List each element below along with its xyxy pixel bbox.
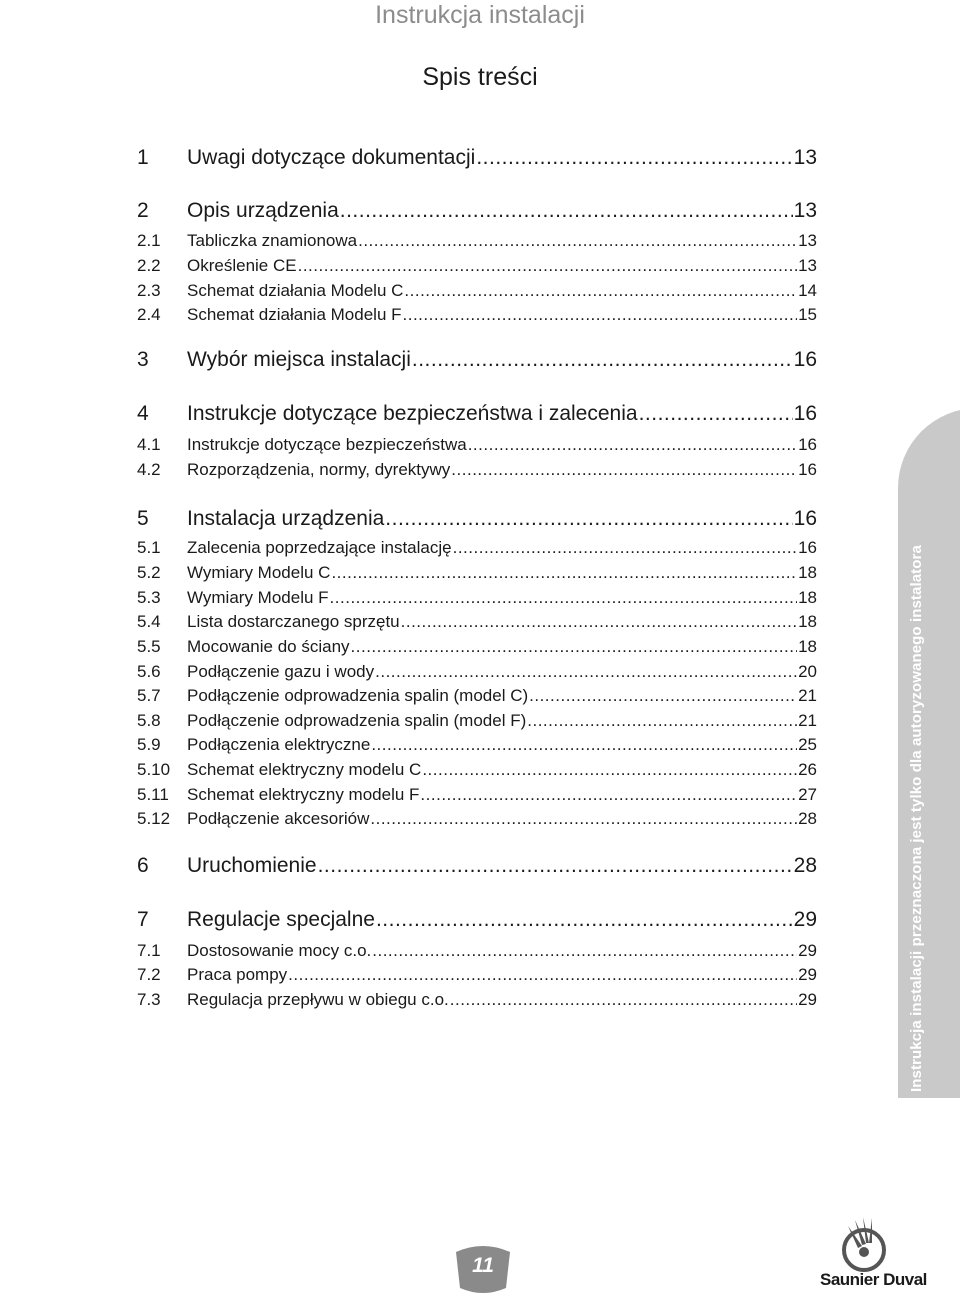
toc-entry-page: 13: [798, 231, 817, 250]
toc-entry[interactable]: [137, 537, 817, 559]
toc-leader-dots: [330, 587, 798, 609]
toc-entry-title: Instrukcje dotyczące bezpieczeństwa: [187, 435, 467, 454]
toc-entry-title: Schemat elektryczny modelu C: [187, 760, 422, 779]
toc-entry[interactable]: [137, 661, 817, 683]
toc-title: Spis treści: [422, 63, 538, 91]
toc-leader-dots: [318, 852, 793, 880]
toc-entry-number: 5.2: [137, 563, 161, 582]
toc-entry-number: 5.8: [137, 711, 161, 730]
toc-entry-page: 13: [793, 199, 817, 222]
toc-entry-number: 6: [137, 854, 149, 877]
toc-entry-title: Wymiary Modelu C: [187, 563, 331, 582]
toc-leader-dots: [340, 197, 793, 225]
toc-entry[interactable]: [137, 230, 817, 252]
toc-entry[interactable]: [137, 734, 817, 756]
toc-leader-dots: [385, 505, 792, 533]
toc-entry-title: Podłączenia elektryczne: [187, 735, 371, 754]
toc-entry-page: 16: [793, 507, 817, 530]
toc-entry-page: 28: [793, 854, 817, 877]
toc-entry-number: 3: [137, 348, 149, 371]
toc-entry-title: Wymiary Modelu F: [187, 588, 329, 607]
toc-entry-page: 18: [798, 588, 817, 607]
toc-entry-page: 13: [798, 256, 817, 275]
toc-entry-page: 18: [798, 563, 817, 582]
toc-entry-page: 16: [798, 460, 817, 479]
side-tab-text: Instrukcja instalacji przeznaczona jest tylko dla autoryzowanego instalatora: [908, 545, 925, 1092]
toc-entry[interactable]: [137, 197, 817, 225]
toc-leader-dots: [412, 346, 793, 374]
toc-entry-number: 7: [137, 908, 149, 931]
toc-entry[interactable]: [137, 852, 817, 880]
toc-entry[interactable]: [137, 685, 817, 707]
toc-entry-title: Podłączenie odprowadzenia spalin (model C): [187, 686, 529, 705]
toc-entry[interactable]: [137, 964, 817, 986]
toc-entry[interactable]: [137, 611, 817, 633]
toc-entry-page: 25: [798, 735, 817, 754]
document-header-title: Instrukcja instalacji: [375, 1, 585, 29]
toc-leader-dots: [639, 400, 793, 428]
toc-entry[interactable]: [137, 505, 817, 533]
toc-leader-dots: [371, 734, 797, 756]
toc-entry[interactable]: [137, 636, 817, 658]
toc-entry-number: 4.2: [137, 460, 161, 479]
page-number: 11: [472, 1254, 494, 1277]
toc-leader-dots: [404, 280, 797, 302]
toc-entry-number: 4.1: [137, 435, 161, 454]
brand-logo-icon: [828, 1212, 898, 1272]
toc-entry-title: Regulacja przepływu w obiegu c.o.: [187, 990, 449, 1009]
toc-entry-number: 2.4: [137, 305, 161, 324]
toc-entry-title: Określenie CE: [187, 256, 297, 275]
toc-leader-dots: [401, 611, 797, 633]
toc-leader-dots: [372, 940, 797, 962]
toc-entry-number: 5.5: [137, 637, 161, 656]
toc-leader-dots: [422, 759, 797, 781]
toc-leader-dots: [527, 710, 797, 732]
toc-entry[interactable]: [137, 346, 817, 374]
toc-entry-number: 5.3: [137, 588, 161, 607]
toc-entry[interactable]: [137, 784, 817, 806]
toc-entry-page: 18: [798, 637, 817, 656]
toc-entry-title: Schemat elektryczny modelu F: [187, 785, 420, 804]
toc-entry[interactable]: [137, 759, 817, 781]
toc-entry[interactable]: [137, 459, 817, 481]
toc-entry[interactable]: [137, 280, 817, 302]
toc-leader-dots: [420, 784, 797, 806]
toc-entry[interactable]: [137, 255, 817, 277]
toc-entry[interactable]: [137, 989, 817, 1011]
toc-entry-page: 29: [798, 941, 817, 960]
toc-leader-dots: [358, 230, 797, 252]
toc-entry[interactable]: [137, 562, 817, 584]
toc-entry-title: Podłączenie odprowadzenia spalin (model F): [187, 711, 527, 730]
toc-entry-title: Dostosowanie mocy c.o.: [187, 941, 372, 960]
toc-leader-dots: [451, 459, 797, 481]
toc-entry-title: Mocowanie do ściany: [187, 637, 350, 656]
toc-entry[interactable]: [137, 434, 817, 456]
toc-entry-number: 5: [137, 507, 149, 530]
toc-entry-title: Opis urządzenia: [187, 199, 339, 222]
toc-entry-page: 15: [798, 305, 817, 324]
toc-entry-number: 5.7: [137, 686, 161, 705]
toc-entry-title: Praca pompy: [187, 965, 288, 984]
toc-leader-dots: [375, 661, 797, 683]
toc-entry-page: 21: [798, 711, 817, 730]
toc-entry-title: Lista dostarczanego sprzętu: [187, 612, 400, 631]
brand-name: Saunier Duval: [820, 1270, 927, 1289]
toc-entry-page: 29: [798, 990, 817, 1009]
toc-entry-page: 28: [798, 809, 817, 828]
toc-leader-dots: [450, 989, 797, 1011]
toc-leader-dots: [298, 255, 797, 277]
toc-entry[interactable]: [137, 587, 817, 609]
toc-entry-page: 16: [793, 402, 817, 425]
toc-entry-title: Uwagi dotyczące dokumentacji: [187, 146, 476, 169]
toc-entry-page: 18: [798, 612, 817, 631]
toc-leader-dots: [376, 906, 793, 934]
toc-entry-title: Rozporządzenia, normy, dyrektywy: [187, 460, 451, 479]
toc-entry-title: Schemat działania Modelu F: [187, 305, 402, 324]
toc-entry-title: Zalecenia poprzedzające instalację: [187, 538, 452, 557]
toc-leader-dots: [288, 964, 797, 986]
toc-leader-dots: [351, 636, 798, 658]
toc-entry-number: 5.1: [137, 538, 161, 557]
toc-entry-title: Wybór miejsca instalacji: [187, 348, 411, 371]
toc-entry-number: 7.1: [137, 941, 161, 960]
toc-leader-dots: [529, 685, 797, 707]
toc-entry-title: Podłączenie gazu i wody: [187, 662, 375, 681]
toc-entry-page: 14: [798, 281, 817, 300]
toc-entry-page: 16: [798, 538, 817, 557]
toc-entry-title: Instalacja urządzenia: [187, 507, 385, 530]
toc-entry-number: 2.2: [137, 256, 161, 275]
toc-leader-dots: [476, 144, 792, 172]
toc-entry-title: Tabliczka znamionowa: [187, 231, 358, 250]
toc-entry-page: 20: [798, 662, 817, 681]
toc-entry-page: 21: [798, 686, 817, 705]
toc-entry[interactable]: [137, 304, 817, 326]
toc-leader-dots: [331, 562, 797, 584]
toc-entry[interactable]: [137, 808, 817, 830]
toc-entry-page: 16: [798, 435, 817, 454]
toc-entry-number: 5.10: [137, 760, 171, 779]
toc-entry-title: Podłączenie akcesoriów: [187, 809, 370, 828]
toc-entry-title: Regulacje specjalne: [187, 908, 375, 931]
toc-entry-number: 5.4: [137, 612, 161, 631]
page-number-badge: [452, 1244, 514, 1296]
toc-entry-number: 1: [137, 146, 149, 169]
toc-entry-number: 2.1: [137, 231, 161, 250]
toc-entry[interactable]: [137, 710, 817, 732]
toc-entry[interactable]: [137, 144, 817, 172]
toc-leader-dots: [403, 304, 798, 326]
toc-entry-number: 5.12: [137, 809, 171, 828]
toc-entry-number: 5.6: [137, 662, 161, 681]
toc-entry-number: 2.3: [137, 281, 161, 300]
toc-entry[interactable]: [137, 940, 817, 962]
toc-leader-dots: [468, 434, 797, 456]
toc-entry-number: 2: [137, 199, 149, 222]
toc-entry-title: Instrukcje dotyczące bezpieczeństwa i zalecenia: [187, 402, 638, 425]
toc-entry-number: 5.9: [137, 735, 161, 754]
toc-leader-dots: [370, 808, 797, 830]
toc-entry-page: 27: [798, 785, 817, 804]
toc-entry[interactable]: [137, 400, 817, 428]
toc-entry-number: 4: [137, 402, 149, 425]
toc-entry-number: 7.2: [137, 965, 161, 984]
toc-entry-page: 16: [793, 348, 817, 371]
toc-entry-number: 5.11: [137, 785, 169, 804]
toc-entry-page: 13: [793, 146, 817, 169]
toc-entry-page: 29: [798, 965, 817, 984]
toc-entry-title: Schemat działania Modelu C: [187, 281, 404, 300]
toc-entry[interactable]: [137, 906, 817, 934]
toc-leader-dots: [453, 537, 797, 559]
toc-entry-number: 7.3: [137, 990, 161, 1009]
toc-entry-page: 29: [793, 908, 817, 931]
toc-entry-title: Uruchomienie: [187, 854, 317, 877]
toc-entry-page: 26: [798, 760, 817, 779]
